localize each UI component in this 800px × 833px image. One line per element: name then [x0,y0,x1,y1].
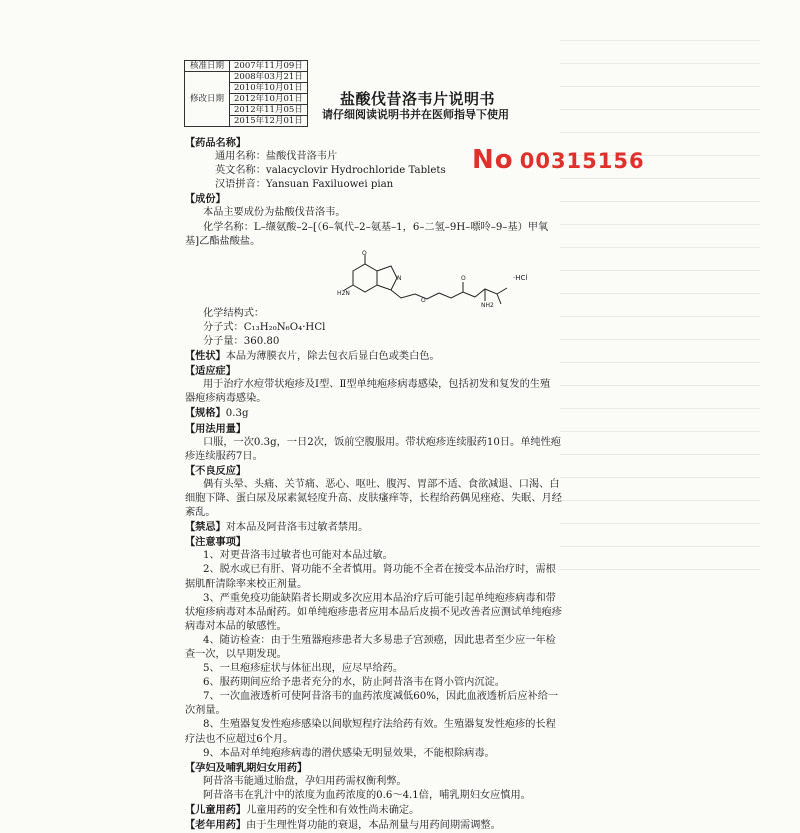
precaution-item: 1、对更昔洛韦过敏者也可能对本品过敏。 [203,550,393,562]
precaution-item: 查一次，以早期发现。 [185,649,287,660]
pregnancy-text: 阿昔洛韦在乳汁中的浓度为血药浓度的0.6～4.1倍，哺乳期妇女应慎用。 [203,789,531,801]
section-heading-geriatric: 【老年用药】 [185,819,247,832]
section-heading-dosage: 【用法用量】 [185,422,247,435]
english-name: 英文名称：valacyclovir Hydrochloride Tablets [215,165,446,177]
properties-line [185,349,625,364]
section-heading-precautions: 【注意事项】 [185,536,247,549]
precaution-item: 5、一旦疱疹症状与体征出现，应尽早给药。 [203,663,404,675]
chemical-name-line: 基]乙酯盐酸盐。 [185,235,261,247]
section-heading-contra: 【禁忌】 [185,521,226,534]
adverse-text: 偶有头晕、头痛、关节痛、恶心、呕吐、腹泻、胃部不适、食欲减退、口渴、白 [203,478,560,490]
leaflet-body [185,136,625,833]
revision-date: 2015年12月01日 [230,116,308,127]
molecular-formula: 分子式：C₁₃H₂₀N₆O₄·HCl [203,321,326,333]
pregnancy-text: 阿昔洛韦能通过胎盘，孕妇用药需权衡利弊。 [203,775,407,787]
revision-date-label: 修改日期 [185,72,230,127]
geriatric-text: 由于生理性肾功能的衰退，本品剂量与用药间期需调整。 [246,820,501,832]
revision-date: 2012年10月01日 [230,94,308,105]
revision-date: 2012年11月05日 [230,105,308,116]
serial-prefix: No [472,145,514,175]
structure-diagram [335,249,515,307]
precaution-item: 6、服药期间应给予患者充分的水，防止阿昔洛韦在肾小管内沉淀。 [203,677,505,689]
structure-hcl: ·HCl [513,273,528,282]
approval-date-label: 核准日期 [185,61,230,72]
document-subtitle: 请仔细阅读说明书并在医师指导下使用 [322,108,509,121]
properties-text: 本品为薄膜衣片，除去包衣后显白色或类白色。 [225,351,440,363]
svg-text:O: O [362,249,367,257]
approval-date: 2007年11月09日 [230,61,308,72]
revision-table [184,60,308,127]
svg-text:O: O [421,296,426,304]
revision-date: 2008年03月21日 [230,72,308,83]
pinyin-name: 汉语拼音：Yansuan Faxiluowei pian [215,179,394,191]
section-heading-indications: 【适应症】 [185,365,236,378]
section-heading-composition: 【成份】 [185,193,226,206]
generic-name: 通用名称：盐酸伐昔洛韦片 [215,151,338,163]
precaution-item: 次剂量。 [185,705,226,717]
adverse-text: 细胞下降、蛋白尿及尿素氮轻度升高、皮肤瘙痒等，长程给药偶见痤疮、失眠、月经 [185,492,562,504]
section-heading-properties: 【性状】 [185,350,226,363]
precaution-item: 疗法也不应超过6个月。 [185,733,294,745]
indications-text: 器疱疹病毒感染。 [185,393,267,405]
chemical-structure [185,249,625,307]
precaution-item: 7、一次血液透析可使阿昔洛韦的血药浓度减低60%，因此血液透析后应补给一 [203,691,559,703]
svg-text:NH2: NH2 [481,301,494,307]
section-heading-adverse: 【不良反应】 [185,464,247,477]
precaution-item: 9、本品对单纯疱疹病毒的潜伏感染无明显效果，不能根除病毒。 [203,747,495,759]
svg-text:N: N [397,274,402,282]
section-heading-spec: 【规格】 [185,407,226,420]
chemical-name-line: 化学名称：L–缬氨酸–2–[（6–氧代–2–氨基–1，6–二氢–9H–嘌呤–9–基）甲氧 [203,221,549,233]
main-ingredient: 本品主要成份为盐酸伐昔洛韦。 [203,207,346,219]
svg-text:H2N: H2N [337,289,350,297]
precaution-item: 4、随访检查：由于生殖器疱疹患者大多易患子宫颈癌，因此患者至少应一年检 [203,634,556,646]
document-title: 盐酸伐昔洛韦片说明书 [340,90,496,108]
section-heading-drug-name: 【药品名称】 [185,137,247,149]
precaution-item: 3、严重免疫功能缺陷者长期或多次应用本品治疗后可能引起单纯疱疹病毒和带 [203,592,556,604]
molecular-weight: 分子量：360.80 [203,335,280,347]
section-heading-pregnancy: 【孕妇及哺乳期妇女用药】 [185,761,308,774]
structure-label: 化学结构式： [203,307,265,319]
spec-text: 0.3g [225,408,249,420]
precaution-item: 据肌酐清除率来校正剂量。 [185,578,308,590]
pediatric-text: 儿童用药的安全性和有效性尚未确定。 [246,805,420,817]
adverse-text: 紊乱。 [185,507,216,519]
contra-text: 对本品及阿昔洛韦过敏者禁用。 [225,522,369,534]
serial-value: 00315156 [519,149,645,173]
svg-text:O: O [461,274,466,282]
precaution-item: 病毒对本品的敏感性。 [185,620,287,632]
section-heading-pediatric: 【儿童用药】 [185,804,247,817]
pediatric-line [185,803,625,818]
revision-date: 2010年10月01日 [230,83,308,94]
spec-line [185,406,625,421]
precaution-item: 状疱疹病毒对本品耐药。如单纯疱疹患者应用本品后皮损不见改善者应测试单纯疱疹 [185,606,562,618]
geriatric-line [185,818,625,833]
precaution-item: 8、生殖器复发性疱疹感染以间歇短程疗法给药有效。生殖器复发性疱疹的长程 [203,719,556,731]
dosage-text: 疹连续服药7日。 [185,450,263,462]
dosage-text: 口服，一次0.3g，一日2次，饭前空腹服用。带状疱疹连续服药10日。单纯性疱 [203,436,561,448]
contra-line [185,520,625,535]
precaution-item: 2、脱水或已有肝、肾功能不全者慎用。肾功能不全者在接受本品治疗时，需根 [203,564,556,576]
indications-text: 用于治疗水痘带状疱疹及Ⅰ型、Ⅱ型单纯疱疹病毒感染，包括初发和复发的生殖 [203,379,551,391]
